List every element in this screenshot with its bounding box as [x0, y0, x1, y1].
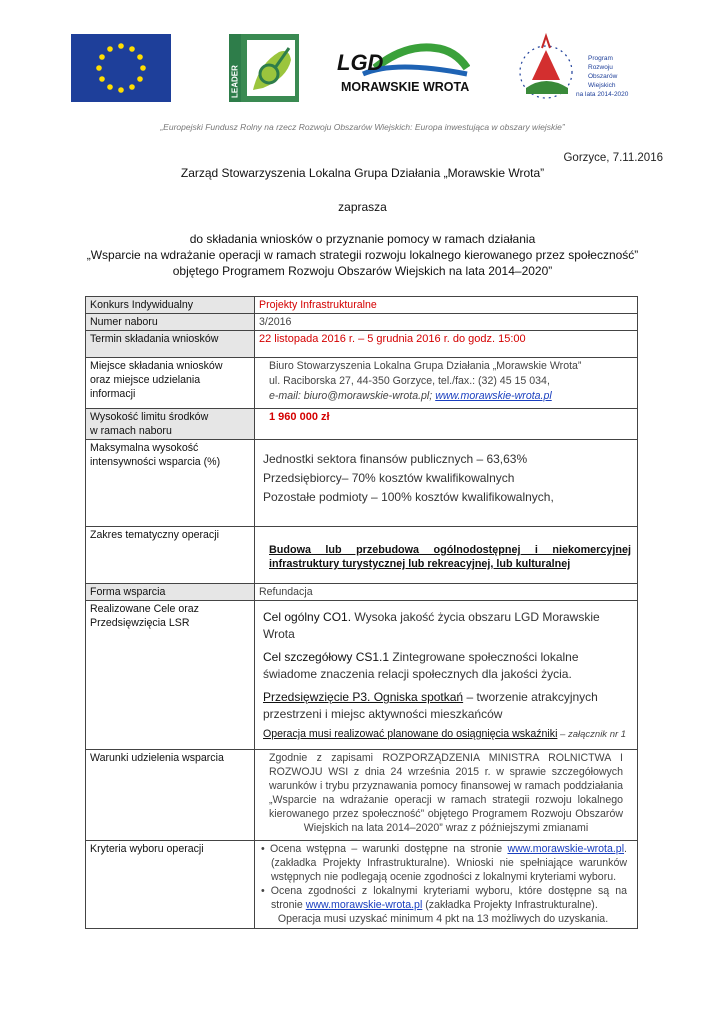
row-value: 1 960 000 zł	[255, 409, 638, 440]
intro-line-2: „Wsparcie na wdrażanie operacji w ramach strategii rozwoju lokalnego kierowanego przez społeczność”	[86, 248, 639, 262]
table-row	[86, 584, 638, 601]
criteria-item	[259, 842, 627, 884]
row-label: Forma wsparcia	[86, 584, 255, 601]
label-line: w ramach naboru	[90, 425, 172, 437]
row-value: 3/2016	[255, 314, 638, 331]
row-label	[86, 601, 255, 750]
table-row	[86, 841, 638, 929]
row-value	[255, 841, 638, 929]
scope-text: Budowa lub przebudowa ogólnodostępnej i niekomercyjnej infrastruktury turystycznej lub rekreacyjnej, lub kulturalnej	[269, 544, 631, 570]
goal-specific	[263, 649, 631, 683]
row-label	[86, 440, 255, 527]
row-value	[255, 527, 638, 584]
table-row	[86, 297, 638, 314]
row-label: Konkurs Indywidualny	[86, 297, 255, 314]
intensity-line: Jednostki sektora finansów publicznych – 63,63%	[263, 452, 528, 466]
bullet-icon: •	[261, 843, 271, 855]
row-value: Projekty Infrastrukturalne	[255, 297, 638, 314]
goal-specific-head: Cel szczegółowy CS1.1	[263, 650, 390, 664]
criteria-text: Ocena wstępna – warunki dostępne na stronie	[270, 843, 508, 855]
label-line: Przedsięwzięcia LSR	[90, 617, 190, 629]
indicators-note-main: Operacja musi realizować planowane do osiągnięcia wskaźniki	[263, 728, 558, 740]
table-row	[86, 601, 638, 750]
table-row	[86, 750, 638, 841]
row-label: Numer naboru	[86, 314, 255, 331]
row-label: Kryteria wyboru operacji	[86, 841, 255, 929]
intensity-line: Przedsiębiorcy– 70% kosztów kwalifikowalnych	[263, 471, 515, 485]
email-text: e-mail: biuro@morawskie-wrota.pl;	[269, 390, 436, 402]
goal-general-text: Wysoka jakość życia obszaru LGD Morawskie Wrota	[263, 610, 600, 641]
svg-text:na lata 2014-2020: na lata 2014-2020	[576, 91, 629, 98]
table-row	[86, 314, 638, 331]
website-link[interactable]: www.morawskie-wrota.pl	[507, 843, 625, 855]
label-line: intensywności wsparcia (%)	[90, 456, 221, 468]
motto: „Europejski Fundusz Rolny na rzecz Rozwoju Obszarów Wiejskich: Europa inwestująca w obszary wiejskie”	[160, 122, 565, 132]
lgd-morawskie-wrota-logo	[335, 38, 470, 94]
intro-line-3: objętego Programem Rozwoju Obszarów Wiejskich na lata 2014–2020”	[172, 264, 553, 278]
undertaking	[263, 689, 631, 723]
goal-general-head: Cel ogólny CO1.	[263, 610, 352, 624]
call-details-table	[85, 296, 638, 929]
label-line: Wysokość limitu środków	[90, 411, 209, 423]
bullet-icon: •	[261, 885, 271, 897]
undertaking-text: – tworzenie atrakcyjnych przestrzeni i miejsc aktywności mieszkańców	[263, 690, 598, 721]
address-line	[269, 389, 633, 404]
criteria-item	[259, 884, 627, 912]
indicators-note-tail: – załącznik nr 1	[557, 729, 627, 740]
criteria-minimum: Operacja musi uzyskać minimum 4 pkt na 13 możliwych do uzyskania.	[277, 913, 609, 925]
row-value	[255, 358, 638, 409]
criteria-text: (zakładka Projekty Infrastrukturalne).	[422, 899, 598, 911]
label-line: informacji	[90, 388, 136, 400]
label-line: Miejsce składania wniosków	[90, 360, 223, 372]
label-line: Realizowane Cele oraz	[90, 603, 199, 615]
row-value	[255, 601, 638, 750]
intensity-line: Pozostałe podmioty – 100% kosztów kwalifikowalnych,	[263, 490, 554, 504]
prow-logo	[512, 30, 642, 106]
table-row	[86, 527, 638, 584]
row-label: Zakres tematyczny operacji	[86, 527, 255, 584]
row-value: 22 listopada 2016 r. – 5 grudnia 2016 r. do godz. 15:00	[255, 331, 638, 358]
svg-text:LGD: LGD	[337, 50, 384, 75]
label-line: oraz miejsce udzielania	[90, 374, 201, 386]
table-row	[86, 358, 638, 409]
leader-logo	[229, 34, 299, 102]
table-row	[86, 409, 638, 440]
goal-specific-text: Zintegrowane społeczności lokalne świadome znaczenia relacji społecznych dla jakości życia.	[263, 650, 579, 681]
table-row	[86, 440, 638, 527]
indicators-note	[263, 727, 631, 742]
goal-general	[263, 609, 631, 643]
website-link[interactable]: www.morawskie-wrota.pl	[435, 390, 552, 402]
row-value	[255, 440, 638, 527]
intro-line-1: do składania wniosków o przyznanie pomocy w ramach działania	[189, 232, 536, 246]
label-line: Maksymalna wysokość	[90, 442, 199, 454]
svg-text:LEADER: LEADER	[230, 65, 240, 98]
organization-heading: Zarząd Stowarzyszenia Lokalna Grupa Działania „Morawskie Wrota”	[180, 166, 545, 180]
eu-flag-logo	[71, 34, 171, 102]
address-line: ul. Raciborska 27, 44-350 Gorzyce, tel./fax.: (32) 45 15 034,	[269, 375, 550, 387]
svg-text:Program: Program	[588, 55, 613, 62]
row-label	[86, 409, 255, 440]
row-value: Refundacja	[255, 584, 638, 601]
undertaking-head: Przedsięwzięcie P3. Ogniska spotkań	[263, 690, 464, 704]
website-link[interactable]: www.morawskie-wrota.pl	[305, 899, 423, 911]
logo-bar	[0, 0, 725, 120]
svg-text:MORAWSKIE WROTA: MORAWSKIE WROTA	[341, 80, 470, 94]
row-label: Warunki udzielenia wsparcia	[86, 750, 255, 841]
row-label: Termin składania wniosków	[86, 331, 255, 358]
address-line: Biuro Stowarzyszenia Lokalna Grupa Działania „Morawskie Wrota”	[269, 360, 582, 372]
svg-text:Wiejskich: Wiejskich	[588, 82, 616, 89]
criteria-text: . (zakładka Projekty Infrastrukturalne). Wnioski nie spełniające warunków wstępnych nie podlegają ocenie zgodności z lokalnymi kryteriami wyboru.	[271, 843, 627, 883]
criteria-text: Ocena zgodności z lokalnymi kryteriami wyboru, które dostępne są na stronie	[270, 885, 627, 911]
document-date: Gorzyce, 7.11.2016	[563, 152, 663, 164]
invites-heading: zaprasza	[338, 200, 387, 214]
row-value: Zgodnie z zapisami ROZPORZĄDZENIA MINISTRA ROLNICTWA I ROZWOJU WSI z dnia 24 września 2015 r. w sprawie szczegółowych warunków i trybu przyznawania pomocy finansowej w ramach poddziałania „Wsparcie na wdrażanie operacji w ramach strategii rozwoju lokalnego kierowanego przez społeczność” objętego Programem Rozwoju Obszarów Wiejskich na lata 2014–2020” wraz z późniejszymi zmianami	[255, 750, 638, 841]
table-row	[86, 331, 638, 358]
prow-text	[576, 55, 629, 98]
svg-text:Rozwoju: Rozwoju	[588, 64, 613, 71]
row-label	[86, 358, 255, 409]
svg-text:Obszarów: Obszarów	[588, 73, 618, 80]
